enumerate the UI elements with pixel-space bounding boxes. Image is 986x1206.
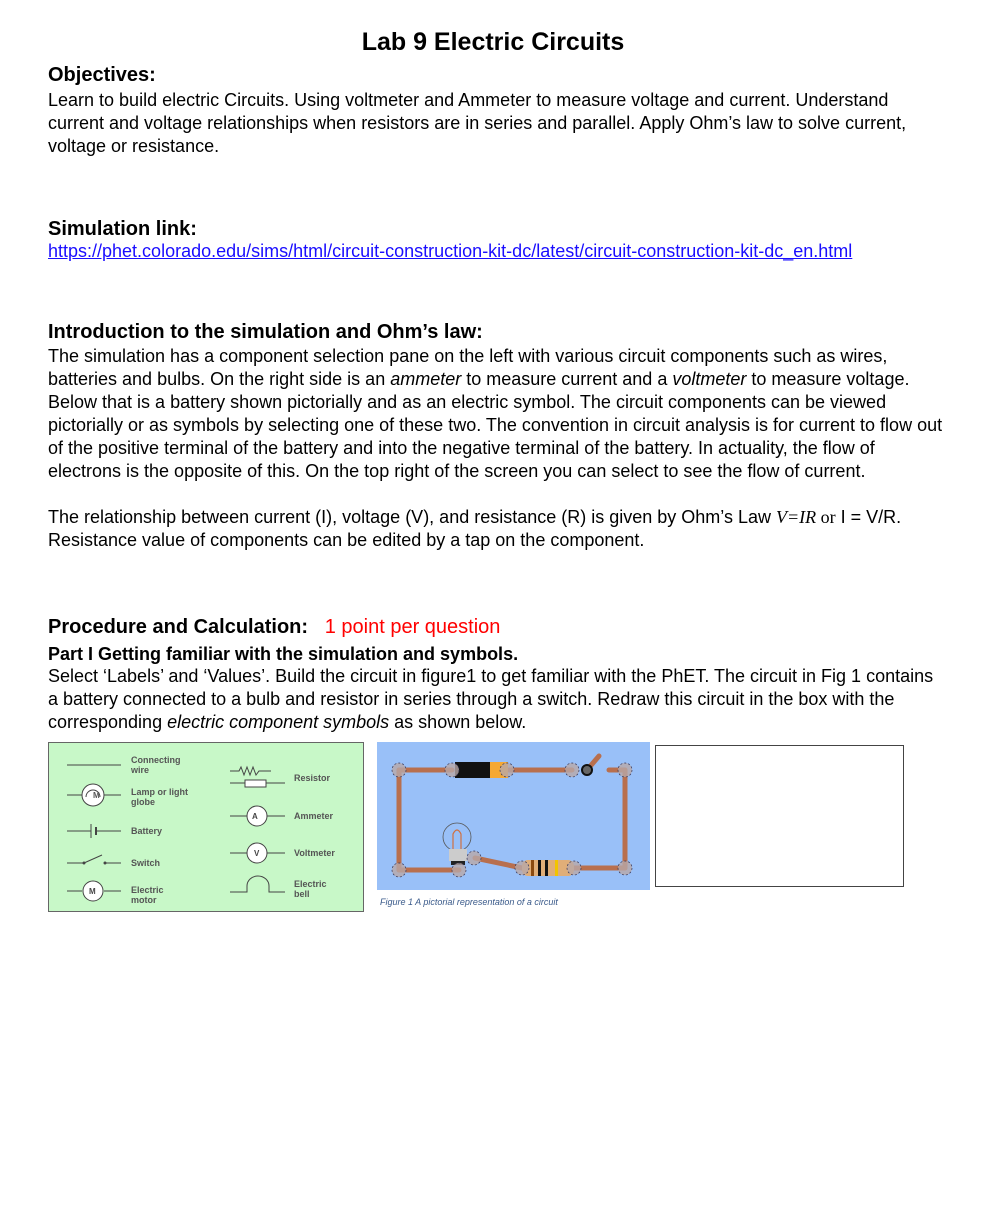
switch-pivot [582, 765, 592, 775]
text: as shown below. [389, 712, 527, 732]
procedure-title: Procedure and Calculation: [48, 616, 309, 638]
label-switch: Switch [131, 858, 161, 868]
voltmeter-letter: V [254, 849, 260, 858]
ohms-law-paragraph [48, 506, 943, 552]
text: to measure current and a [461, 369, 673, 389]
points-note: 1 point per question [324, 616, 501, 638]
simulation-link[interactable]: https://phet.colorado.edu/sims/html/circuit-construction-kit-dc/latest/circuit-construction-kit-dc_en.html [48, 241, 853, 261]
label-voltmeter: Voltmeter [294, 848, 335, 858]
resistor-symbol [230, 767, 285, 787]
label-resistor: Resistor [294, 773, 331, 783]
text: The relationship between current (I), voltage (V), and resistance (R) is given by Ohm’s Law [48, 507, 776, 527]
objectives-text: Learn to build electric Circuits. Using voltmeter and Ammeter to measure voltage and current. Understand current and voltage relationships when resistors are in series and parallel. Apply Ohm’s law to solve current, voltage or resistance. [48, 90, 907, 156]
answer-drawing-box[interactable] [655, 745, 904, 887]
page-title: Lab 9 Electric Circuits [361, 28, 625, 56]
text: to measure voltage. Below that is a battery shown pictorially and as an electric symbol. The circuit components can be viewed pictorially or as symbols by selecting one of these two. The convention in circuit analysis is for current to flow out of the positive terminal of the battery and into the negative terminal of the battery. In actuality, the flow of electrons is the opposite of this. On the top right of the screen you can select to see the flow of current. [48, 369, 943, 481]
circuit-symbols-chart [48, 742, 364, 912]
label-motor: Electric motor [131, 885, 164, 905]
part1-text [48, 665, 943, 734]
procedure-section [48, 616, 943, 734]
simulation-heading: Simulation link: [48, 218, 197, 240]
ohms-law-formula: V=IR [776, 507, 817, 527]
text: I = V/R. Resistance value of components can be edited by a tap on the component. [48, 507, 902, 550]
motor-letter: M [93, 791, 100, 800]
ammeter-term: ammeter [390, 369, 462, 389]
circuit-figure [377, 742, 650, 890]
text: The simulation has a component selection pane on the left with various circuit components such as wires, batteries and bulbs. On the right side is an [48, 346, 888, 389]
part1-heading: Part I Getting familiar with the simulation and symbols. [48, 644, 519, 664]
intro-section [48, 321, 943, 552]
procedure-heading [48, 616, 943, 639]
switch-symbol [67, 855, 121, 864]
intro-heading: Introduction to the simulation and Ohm’s law: [48, 321, 483, 343]
voltmeter-term: voltmeter [672, 369, 747, 389]
figure-caption: Figure 1 A pictorial representation of a circuit [380, 897, 558, 907]
ammeter-letter: A [252, 812, 258, 821]
objectives-section [48, 64, 948, 158]
label-lamp: Lamp or light globe [131, 787, 188, 807]
simulation-section [48, 218, 968, 262]
label-ammeter: Ammeter [294, 811, 334, 821]
text: Select ‘Labels’ and ‘Values’. Build the circuit in figure1 to get familiar with the PhET. The circuit in Fig 1 contains a battery connected to a bulb and resistor in series through a switch. Redraw this circuit in the box with the corresponding [48, 666, 934, 732]
battery-symbol [67, 824, 121, 838]
emphasis: electric component symbols [167, 712, 390, 732]
label-bell: Electric bell [294, 879, 327, 899]
bell-symbol [230, 876, 285, 892]
motor-letter: M [89, 887, 96, 896]
label-battery: Battery [131, 826, 163, 836]
label-wire: Connecting wire [131, 755, 181, 775]
text: or [816, 507, 836, 527]
resistor [522, 860, 574, 876]
objectives-heading: Objectives: [48, 64, 156, 86]
intro-paragraph [48, 345, 943, 483]
